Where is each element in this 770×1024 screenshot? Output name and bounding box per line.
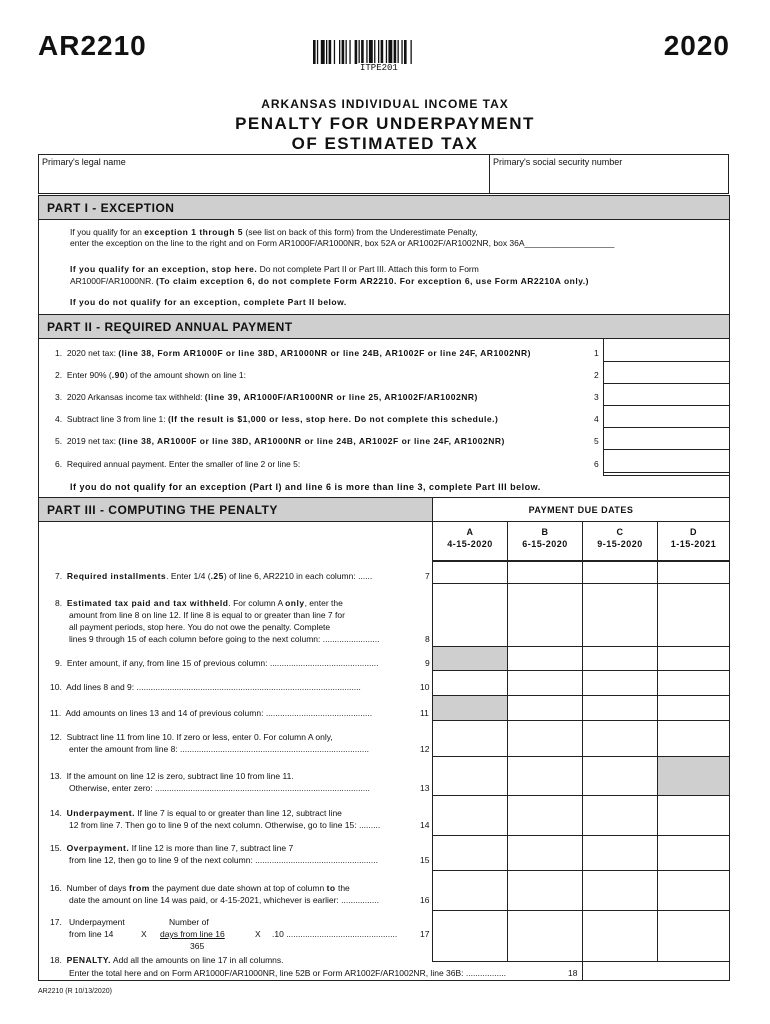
line8-number: 8 bbox=[425, 634, 430, 644]
column-a-letter: A bbox=[466, 527, 474, 537]
line16-col-b-field[interactable] bbox=[507, 870, 583, 911]
line14-col-d-field[interactable] bbox=[657, 795, 730, 836]
line12-text: 12. Subtract line 11 from line 10. If zero or less, enter 0. For column A only, bbox=[50, 732, 333, 742]
line17-days: days from line 16 bbox=[160, 929, 225, 939]
line12-col-d-field[interactable] bbox=[657, 720, 730, 757]
line8-col-b-field[interactable] bbox=[507, 583, 583, 647]
part2-line2-text: 2. Enter 90% (.90) of the amount shown on line 1: bbox=[55, 370, 247, 380]
part1-text-1: If you qualify for an exception 1 through 5 (see list on back of this form) from the Underestimate Penalty, bbox=[70, 227, 478, 237]
column-a-date: 4-15-2020 bbox=[447, 539, 493, 549]
column-b-header bbox=[507, 521, 583, 561]
line13-number: 13 bbox=[420, 783, 430, 793]
line12-col-c-field[interactable] bbox=[582, 720, 658, 757]
line14-number: 14 bbox=[420, 820, 430, 830]
line9-col-a-field bbox=[432, 646, 508, 671]
line8-text-4: lines 9 through 15 of each column before going to the next column: ........................ bbox=[69, 634, 380, 644]
due-dates-label: PAYMENT DUE DATES bbox=[528, 505, 634, 515]
line12-col-b-field[interactable] bbox=[507, 720, 583, 757]
line14-text-2: 12 from line 7. Then go to line 9 of the next column. Otherwise, go to line 15: ......... bbox=[69, 820, 381, 830]
line15-text: 15. Overpayment. If line 12 is more than line 7, subtract line 7 bbox=[50, 843, 294, 853]
form-title bbox=[0, 114, 770, 154]
line7-col-d-field[interactable] bbox=[657, 561, 730, 584]
part2-line3-number: 3 bbox=[594, 392, 599, 402]
line8-col-d-field[interactable] bbox=[657, 583, 730, 647]
part1-header: PART I - EXCEPTION bbox=[38, 195, 730, 220]
line16-text: 16. Number of days from the payment due date shown at top of column to the bbox=[50, 883, 350, 893]
line14-col-c-field[interactable] bbox=[582, 795, 658, 836]
line18-penalty-field[interactable] bbox=[582, 961, 730, 981]
line8-col-c-field[interactable] bbox=[582, 583, 658, 647]
line16-col-c-field[interactable] bbox=[582, 870, 658, 911]
line16-col-a-field[interactable] bbox=[432, 870, 508, 911]
part2-line4-amount[interactable] bbox=[603, 427, 730, 428]
line7-number: 7 bbox=[425, 571, 430, 581]
part2-line1-number: 1 bbox=[594, 348, 599, 358]
line8-text-2: amount from line 8 on line 12. If line 8 is equal to or greater than line 7 for bbox=[69, 610, 345, 620]
line10-text: 10. Add lines 8 and 9: ............................................................................................... bbox=[50, 682, 361, 692]
form-id: AR2210 bbox=[38, 30, 147, 61]
line8-text: 8. Estimated tax paid and tax withheld. For column A only, enter the bbox=[55, 598, 343, 608]
part1-text-3: If you qualify for an exception, stop here. Do not complete Part II or Part III. Attach this form to Form bbox=[70, 264, 479, 274]
line18-text-2: Enter the total here and on Form AR1000F/AR1000NR, line 52B or Form AR1002F/AR1002NR, line 36B: ................. bbox=[69, 968, 507, 978]
line13-col-c-field[interactable] bbox=[582, 756, 658, 796]
part2-line3-amount[interactable] bbox=[603, 405, 730, 406]
line17-number-label: 17. bbox=[50, 917, 62, 927]
due-dates-header bbox=[432, 497, 730, 522]
line11-col-b-field[interactable] bbox=[507, 695, 583, 721]
line9-col-b-field[interactable] bbox=[507, 646, 583, 671]
line14-text: 14. Underpayment. If line 7 is equal to or greater than line 12, subtract line bbox=[50, 808, 342, 818]
line15-text-2: from line 12, then go to line 9 of the next column: .................................................... bbox=[69, 855, 378, 865]
barcode-text: ITPE201 bbox=[360, 63, 398, 73]
part2-line1-amount[interactable] bbox=[603, 361, 730, 362]
line9-col-d-field[interactable] bbox=[657, 646, 730, 671]
line13-text: 13. If the amount on line 12 is zero, subtract line 10 from line 11. bbox=[50, 771, 294, 781]
part2-line1-text: 1. 2020 net tax: (line 38, Form AR1000F or line 38D, AR1000NR or line 24B, AR1002F or line 24F, AR1002NR) bbox=[55, 348, 531, 358]
line10-col-d-field[interactable] bbox=[657, 670, 730, 696]
part1-text-4: AR1000F/AR1000NR. (To claim exception 6, do not complete Form AR2210. For exception 6, use Form AR2210A only.) bbox=[70, 276, 589, 286]
form-revision: AR2210 (R 10/13/2020) bbox=[38, 988, 112, 995]
column-c-date: 9-15-2020 bbox=[597, 539, 643, 549]
line17-rate: .10 ............................................... bbox=[272, 929, 398, 939]
line9-text: 9. Enter amount, if any, from line 15 of previous column: .............................................. bbox=[55, 658, 379, 668]
line18-text: 18. PENALTY. Add all the amounts on line 17 in all columns. bbox=[50, 955, 284, 965]
line17-number: 17 bbox=[420, 929, 430, 939]
line16-text-2: date the amount on line 14 was paid, or 4-15-2021, whichever is earlier: ................ bbox=[69, 895, 379, 905]
line16-number: 16 bbox=[420, 895, 430, 905]
part2-line2-number: 2 bbox=[594, 370, 599, 380]
line9-number: 9 bbox=[425, 658, 430, 668]
part1-text-2: enter the exception on the line to the right and on Form AR1000F/AR1000NR, box 52A or AR1002F/AR1002NR, box 36A___________________ bbox=[70, 238, 615, 248]
line17-from-line14: from line 14 bbox=[69, 929, 114, 939]
line13-col-d-field bbox=[657, 756, 730, 796]
part2-line6-amount[interactable] bbox=[603, 472, 730, 473]
line17-number-of: Number of bbox=[169, 917, 209, 927]
line10-col-a-field[interactable] bbox=[432, 670, 508, 696]
line15-col-d-field[interactable] bbox=[657, 835, 730, 871]
column-d-date: 1-15-2021 bbox=[670, 539, 717, 549]
line15-col-c-field[interactable] bbox=[582, 835, 658, 871]
line14-col-a-field[interactable] bbox=[432, 795, 508, 836]
line13-col-b-field[interactable] bbox=[507, 756, 583, 796]
part2-note: If you do not qualify for an exception (Part I) and line 6 is more than line 3, complete Part III below. bbox=[70, 482, 541, 492]
line15-col-b-field[interactable] bbox=[507, 835, 583, 871]
line8-text-3: all payment periods, stop here. You do not owe the penalty. Complete bbox=[69, 622, 331, 632]
part2-line6-text: 6. Required annual payment. Enter the smaller of line 2 or line 5: bbox=[55, 459, 301, 469]
line10-col-c-field[interactable] bbox=[582, 670, 658, 696]
part2-line3-text: 3. 2020 Arkansas income tax withheld: (line 39, AR1000F/AR1000NR or line 25, AR1002F/AR1002NR) bbox=[55, 392, 478, 402]
column-d-letter: D bbox=[690, 527, 697, 537]
line16-col-d-field[interactable] bbox=[657, 870, 730, 911]
line8-col-a-field[interactable] bbox=[432, 583, 508, 647]
line14-col-b-field[interactable] bbox=[507, 795, 583, 836]
line17-col-c-field[interactable] bbox=[582, 910, 658, 962]
line15-col-a-field[interactable] bbox=[432, 835, 508, 871]
line10-number: 10 bbox=[420, 682, 430, 692]
column-b-letter: B bbox=[541, 527, 549, 537]
line12-text-2: enter the amount from line 8: ................................................................................ bbox=[69, 744, 369, 754]
part2-line5-amount[interactable] bbox=[603, 449, 730, 450]
part2-line5-number: 5 bbox=[594, 436, 599, 446]
column-c-header bbox=[582, 521, 658, 561]
line7-col-c-field[interactable] bbox=[582, 561, 658, 584]
column-c-letter: C bbox=[616, 527, 624, 537]
line11-col-c-field[interactable] bbox=[582, 695, 658, 721]
line10-col-b-field[interactable] bbox=[507, 670, 583, 696]
line13-col-a-field[interactable] bbox=[432, 756, 508, 796]
part2-line4-text: 4. Subtract line 3 from line 1: (If the result is $1,000 or less, stop here. Do not complete this schedule.) bbox=[55, 414, 499, 424]
part2-amount-column bbox=[603, 338, 730, 476]
line11-number: 11 bbox=[420, 708, 429, 718]
part1-text-5: If you do not qualify for an exception, complete Part II below. bbox=[70, 297, 347, 307]
line12-number: 12 bbox=[420, 744, 430, 754]
line11-col-a-field bbox=[432, 695, 508, 721]
primary-ssn-field[interactable] bbox=[489, 154, 729, 194]
line17-times-1: X bbox=[141, 929, 147, 939]
line17-underpayment: Underpayment bbox=[69, 917, 125, 927]
line17-times-2: X bbox=[255, 929, 261, 939]
line12-col-a-field[interactable] bbox=[432, 720, 508, 757]
part3-header: PART III - COMPUTING THE PENALTY bbox=[38, 497, 433, 522]
column-b-date: 6-15-2020 bbox=[522, 539, 568, 549]
part2-line4-number: 4 bbox=[594, 414, 599, 424]
line18-number: 18 bbox=[568, 968, 578, 978]
part2-line2-amount[interactable] bbox=[603, 383, 730, 384]
part2-header: PART II - REQUIRED ANNUAL PAYMENT bbox=[38, 314, 730, 339]
primary-name-field[interactable] bbox=[38, 154, 490, 194]
line11-col-d-field[interactable] bbox=[657, 695, 730, 721]
primary-name-label: Primary's legal name bbox=[42, 157, 126, 167]
line17-365: 365 bbox=[190, 941, 205, 951]
line9-col-c-field[interactable] bbox=[582, 646, 658, 671]
line15-number: 15 bbox=[420, 855, 430, 865]
column-a-header bbox=[432, 521, 508, 561]
line17-col-b-field[interactable] bbox=[507, 910, 583, 962]
column-d-header bbox=[657, 521, 730, 561]
line17-col-a-field[interactable] bbox=[432, 910, 508, 962]
part2-line5-text: 5. 2019 net tax: (line 38, AR1000F or line 38D, AR1000NR or line 24B, AR1002F or line 24F, AR1002NR) bbox=[55, 436, 505, 446]
line7-text: 7. Required installments. Enter 1/4 (.25) of line 6, AR2210 in each column: ...... bbox=[55, 571, 373, 581]
form-year: 2020 bbox=[663, 30, 730, 61]
primary-ssn-label: Primary's social security number bbox=[493, 157, 623, 167]
line11-text: 11. Add amounts on lines 13 and 14 of previous column: ............................................. bbox=[50, 708, 373, 718]
line7-col-b-field[interactable] bbox=[507, 561, 583, 584]
line7-col-a-field[interactable] bbox=[432, 561, 508, 584]
agency-title: ARKANSAS INDIVIDUAL INCOME TAX bbox=[261, 97, 509, 111]
line13-text-2: Otherwise, enter zero: ........................................................................................... bbox=[69, 783, 370, 793]
form-title-line1: PENALTY FOR UNDERPAYMENT bbox=[235, 114, 535, 133]
line17-col-d-field[interactable] bbox=[657, 910, 730, 962]
form-title-line2: OF ESTIMATED TAX bbox=[291, 134, 479, 153]
part2-line6-number: 6 bbox=[594, 459, 599, 469]
